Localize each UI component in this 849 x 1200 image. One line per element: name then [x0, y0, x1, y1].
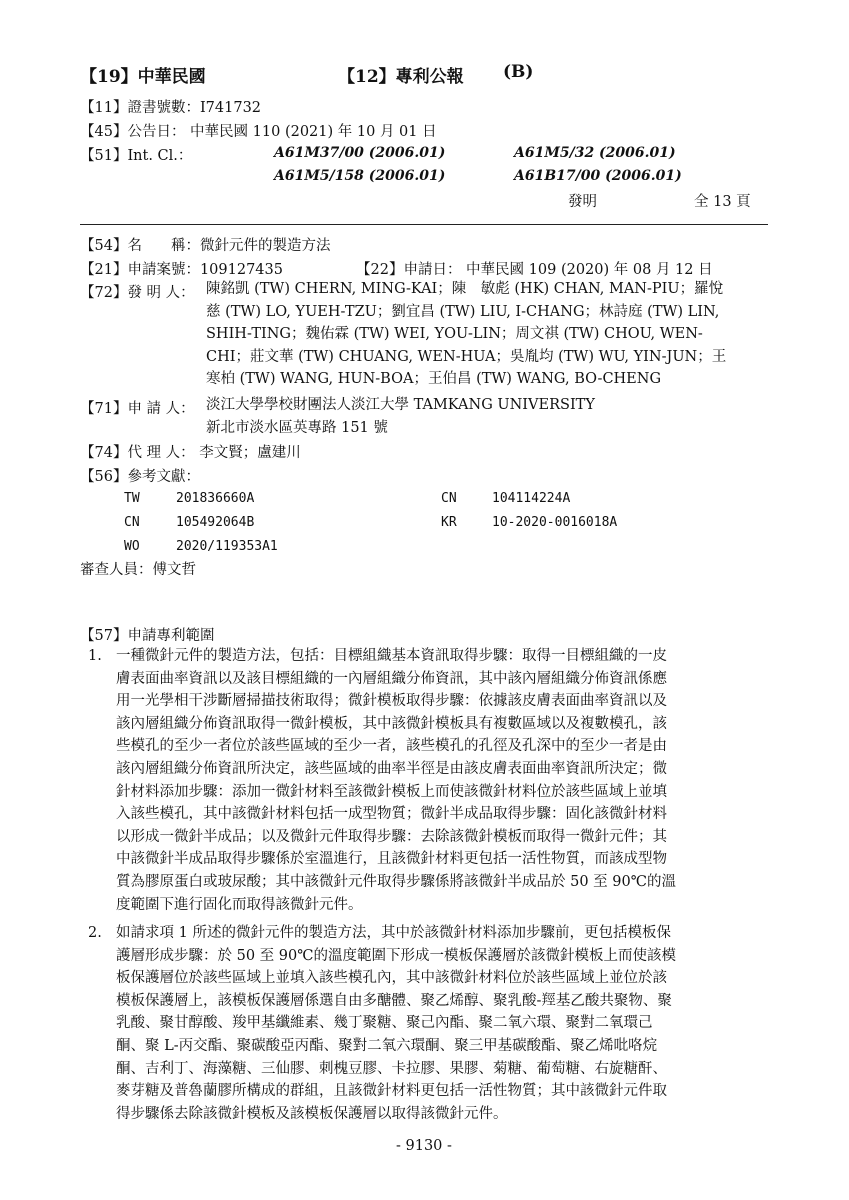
claim-line: 麥芽糖及普魯蘭膠所構成的群組，且該微針材料更包括一活性物質；其中該微針元件取 — [116, 1083, 667, 1100]
inventors-line: CHI；莊文華 (TW) CHUANG, WEN-HUA；吳胤均 (TW) WU, YIN-JUN；王 — [206, 348, 727, 365]
claim-line: 板保護層位於該些區域上並填入該些模孔內，其中該微針材料位於該些區域上並位於該 — [116, 970, 667, 987]
claim-line: 如請求項 1 所述的微針元件的製造方法，其中於該微針材料添加步驟前，更包括模板保 — [116, 925, 671, 941]
divider — [80, 224, 768, 225]
claim-line: 乳酸、聚甘醇酸、羧甲基纖維素、幾丁聚糖、聚己內酯、聚二氧六環、聚對二氧環己 — [116, 1015, 653, 1032]
claim-line: 一種微針元件的製造方法，包括：目標組織基本資訊取得步驟：取得一目標組織的一皮 — [116, 648, 667, 664]
claim-line: 該內層組織分佈資訊取得一微針模板，其中該微針模板具有複數區域以及複數模孔，該 — [116, 715, 667, 732]
applicant-line: 新北市淡水區英專路 151 號 — [206, 419, 388, 436]
ipc-code: A61B17/00 (2006.01) — [514, 168, 682, 184]
claim-line: 酮、聚 L-丙交酯、聚碳酸亞丙酯、聚對二氧六環酮、聚三甲基碳酸酯、聚乙烯吡咯烷 — [116, 1037, 658, 1054]
ipc-code: A61M5/158 (2006.01) — [274, 168, 446, 184]
references-label: 【56】參考文獻： — [80, 469, 200, 485]
claim-line: 護層形成步驟：於 50 至 90℃的溫度範圍下形成一模板保護層於該微針模板上而使該模 — [116, 947, 676, 964]
ref-country: KR — [441, 515, 457, 530]
pub-date: 【45】公告日： 中華民國 110 (2021) 年 10 月 01 日 — [80, 124, 437, 140]
inventors-line: 陳銘凱 (TW) CHERN, MING-KAI；陳 敏彪 (HK) CHAN, MAN-PIU；羅悅 — [206, 281, 724, 297]
ref-number: 105492064B — [176, 515, 255, 530]
agent: 【74】代 理 人： 李文賢；盧建川 — [80, 445, 301, 461]
examiner: 審查人員：傅文哲 — [80, 562, 196, 578]
ipc-code: A61M5/32 (2006.01) — [514, 145, 676, 161]
claim-1-text — [116, 645, 676, 916]
claim-number: 1. — [88, 648, 102, 664]
claim-line: 酮、吉利丁、海藻糖、三仙膠、刺槐豆膠、卡拉膠、果膠、菊糖、葡萄糖、右旋糖酐、 — [116, 1060, 667, 1077]
ref-country: CN — [124, 515, 140, 530]
claim-line: 中該微針半成品取得步驟係於室溫進行，且該微針材料更包括一活性物質，而該成型物 — [116, 851, 667, 868]
country-label: 【19】中華民國 — [80, 67, 206, 87]
doc-type-label: 【12】專利公報 — [338, 67, 464, 87]
patent-title: 【54】名 稱：微針元件的製造方法 — [80, 238, 331, 254]
inventors-label: 【72】發 明 人： — [80, 285, 195, 301]
ipc-code: A61M37/00 (2006.01) — [274, 145, 446, 161]
ref-number: 10-2020-0016018A — [492, 515, 618, 530]
applicant-info — [206, 394, 595, 439]
inventors-list — [206, 278, 726, 391]
category-label: 發明 — [568, 194, 597, 210]
claim-line: 些模孔的至少一者位於該些區域的至少一者，該些模孔的孔徑及孔深中的至少一者是由 — [116, 738, 667, 755]
claim-line: 用一光學相干涉斷層掃描技術取得；微針模板取得步驟：依據該皮膚表面曲率資訊以及 — [116, 693, 667, 710]
claim-line: 質為膠原蛋白或玻尿酸；其中該微針元件取得步驟係將該微針半成品於 50 至 90℃的溫 — [116, 873, 676, 890]
claim-line: 膚表面曲率資訊以及該目標組織的一內層組織分佈資訊，其中該內層組織分佈資訊係應 — [116, 670, 667, 687]
claim-line: 模板保護層上，該模板保護層係選自由多醣體、聚乙烯醇、聚乳酸-羥基乙酸共聚物、聚 — [116, 992, 672, 1009]
int-cl-label: 【51】Int. Cl.： — [80, 148, 193, 164]
claim-2-text — [116, 922, 676, 1125]
claim-line: 該內層組織分佈資訊所決定，該些區域的曲率半徑是由該皮膚表面曲率資訊所決定；微 — [116, 760, 667, 777]
application-date: 【22】申請日： 中華民國 109 (2020) 年 08 月 12 日 — [356, 262, 713, 278]
kind-label: (B) — [503, 62, 534, 82]
cert-number: 【11】證書號數：I741732 — [80, 100, 262, 116]
ref-number: 104114224A — [492, 491, 571, 506]
page-count: 全 13 頁 — [694, 194, 751, 210]
claims-heading: 【57】申請專利範圍 — [80, 628, 215, 644]
ref-country: TW — [124, 491, 140, 506]
claim-number: 2. — [88, 925, 102, 941]
applicant-line: 淡江大學學校財團法人淡江大學 TAMKANG UNIVERSITY — [206, 397, 595, 413]
inventors-line: 寒柏 (TW) WANG, HUN-BOA；王伯昌 (TW) WANG, BO-CHENG — [206, 371, 662, 388]
applicant-label: 【71】申 請 人： — [80, 401, 195, 417]
claim-line: 入該些模孔，其中該微針材料包括一成型物質；微針半成品取得步驟：固化該微針材料 — [116, 806, 667, 823]
inventors-line: 慈 (TW) LO, YUEH-TZU；劉宜昌 (TW) LIU, I-CHANG；林詩庭 (TW) LIN, — [206, 303, 720, 320]
ref-country: CN — [441, 491, 457, 506]
claim-line: 針材料添加步驟：添加一微針材料至該微針模板上而使該微針材料位於該些區域上並填 — [116, 783, 667, 800]
claim-line: 得步驟係去除該微針模板及該模板保護層以取得該微針元件。 — [116, 1105, 508, 1122]
page-number: - 9130 - — [396, 1138, 452, 1154]
ref-number: 2020/119353A1 — [176, 539, 278, 554]
application-number: 【21】申請案號：109127435 — [80, 262, 283, 278]
claim-line: 以形成一微針半成品；以及微針元件取得步驟：去除該微針模板而取得一微針元件；其 — [116, 828, 667, 845]
claim-line: 度範圍下進行固化而取得該微針元件。 — [116, 896, 363, 913]
ref-country: WO — [124, 539, 140, 554]
inventors-line: SHIH-TING；魏佑霖 (TW) WEI, YOU-LIN；周文祺 (TW) CHOU, WEN- — [206, 326, 703, 343]
ref-number: 201836660A — [176, 491, 255, 506]
